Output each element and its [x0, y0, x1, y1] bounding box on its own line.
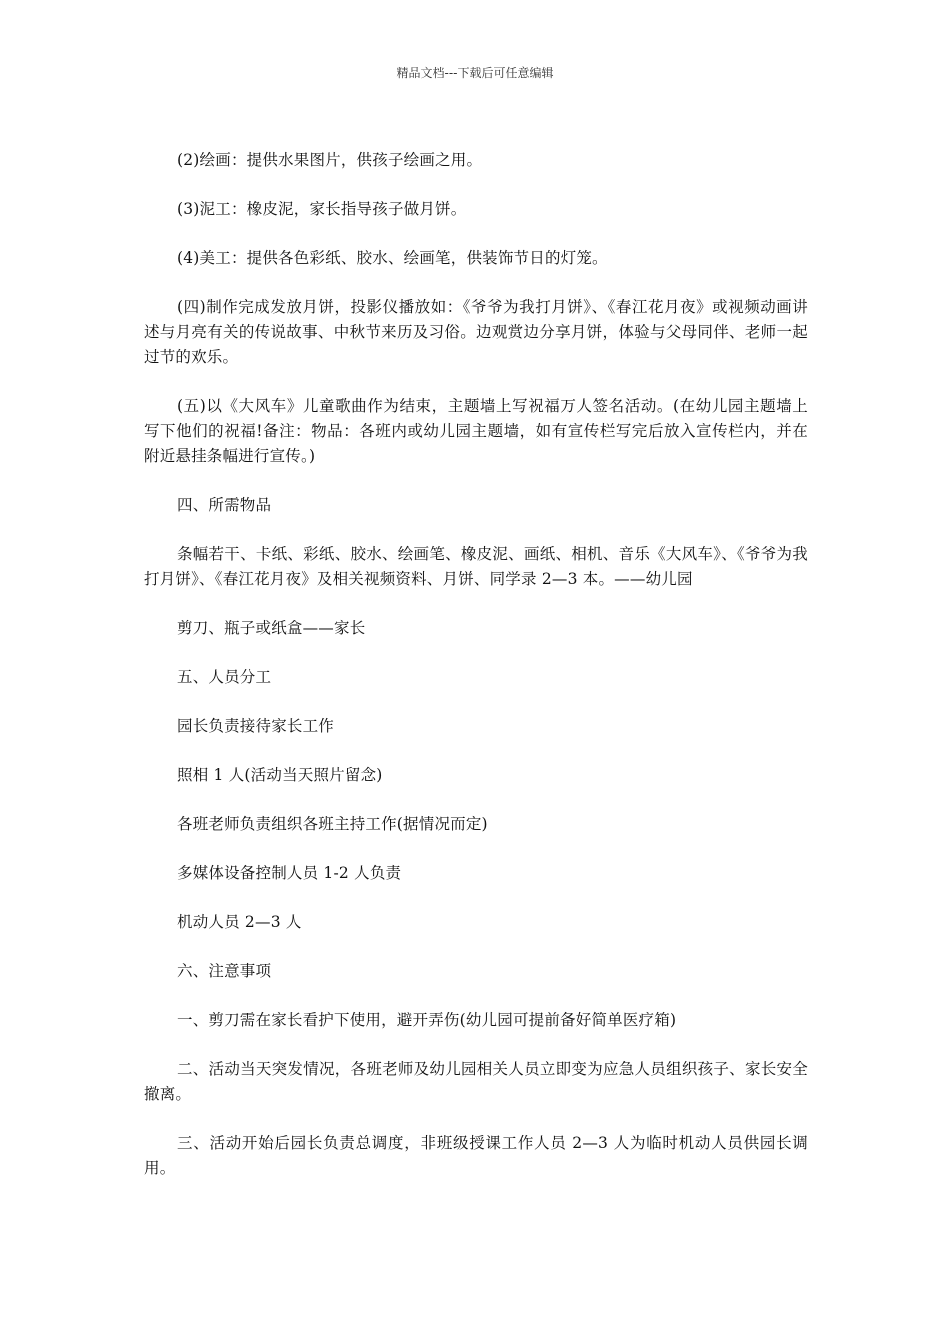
- paragraph: 机动人员 2—3 人: [177, 913, 302, 931]
- paragraph: (3)泥工：橡皮泥，家长指导孩子做月饼。: [177, 200, 467, 218]
- paragraph: 一、剪刀需在家长看护下使用，避开弄伤(幼儿园可提前备好简单医疗箱): [177, 1011, 677, 1029]
- paragraph: 园长负责接待家长工作: [177, 717, 335, 735]
- paragraph: 三、活动开始后园长负责总调度，非班级授课工作人员 2—3 人为临时机动人员供园长调用。: [144, 1134, 808, 1177]
- paragraph: 条幅若干、卡纸、彩纸、胶水、绘画笔、橡皮泥、画纸、相机、音乐《大风车》、《爷爷为我打月饼》、《春江花月夜》及相关视频资料、月饼、同学录 2—3 本。——幼儿园: [144, 545, 808, 588]
- paragraph: 多媒体设备控制人员 1-2 人负责: [177, 864, 402, 882]
- paragraph: 照相 1 人(活动当天照片留念): [177, 766, 383, 784]
- page-header: 精品文档---下载后可任意编辑: [396, 66, 554, 80]
- section-heading: 四、所需物品: [177, 496, 272, 514]
- section-heading: 五、人员分工: [177, 668, 272, 686]
- document-body: [144, 148, 808, 1205]
- paragraph: (4)美工：提供各色彩纸、胶水、绘画笔，供装饰节日的灯笼。: [177, 249, 608, 267]
- section-heading: 六、注意事项: [177, 962, 272, 980]
- paragraph: (五)以《大风车》儿童歌曲作为结束，主题墙上写祝福万人签名活动。(在幼儿园主题墙上写下他们的祝福!备注：物品：各班内或幼儿园主题墙，如有宣传栏写完后放入宣传栏内，并在附近悬挂条幅进行宣传。): [144, 397, 808, 465]
- paragraph: 二、活动当天突发情况，各班老师及幼儿园相关人员立即变为应急人员组织孩子、家长安全撤离。: [144, 1060, 808, 1103]
- paragraph: 剪刀、瓶子或纸盒——家长: [177, 619, 366, 637]
- paragraph: 各班老师负责组织各班主持工作(据情况而定): [177, 815, 488, 833]
- paragraph: (四)制作完成发放月饼，投影仪播放如：《爷爷为我打月饼》、《春江花月夜》或视频动画讲述与月亮有关的传说故事、中秋节来历及习俗。边观赏边分享月饼，体验与父母同伴、老师一起过节的欢乐。: [144, 298, 808, 366]
- paragraph: (2)绘画：提供水果图片，供孩子绘画之用。: [177, 151, 483, 169]
